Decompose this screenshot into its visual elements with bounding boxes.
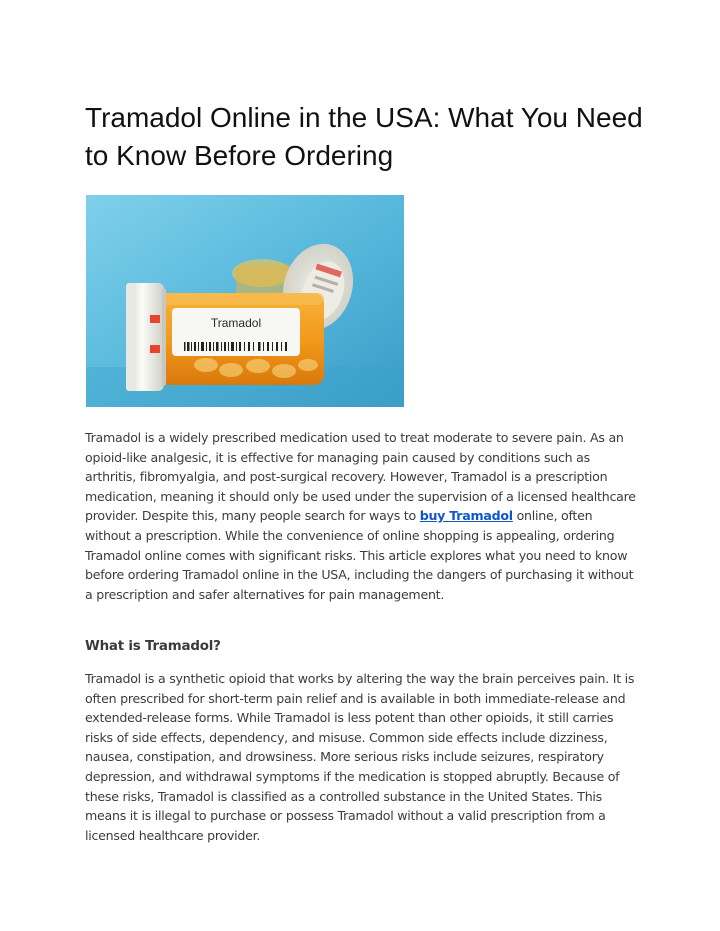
bottle-label-text: Tramadol xyxy=(210,316,262,330)
section-heading-what-is-tramadol: What is Tramadol? xyxy=(85,639,221,654)
hero-image xyxy=(86,195,404,407)
intro-text-before-link: Tramadol is a widely prescribed medication used to treat moderate to severe pain. As an opioid-like analgesic, it is effective for managing pain caused by conditions such as arthritis, fibromyalgia, and post-surgical recovery. However, Tramadol is a prescription medication, meaning it should only be used under the supervision of a licensed healthcare provider. Despite this, many people search for ways to xyxy=(85,430,636,524)
buy-tramadol-link[interactable]: buy Tramadol xyxy=(419,508,513,524)
pill-bottle-photo xyxy=(86,195,404,407)
section-body-what-is-tramadol: Tramadol is a synthetic opioid that works by altering the way the brain perceives pain. It is often prescribed for short-term pain relief and is available in both immediate-release and extended-release forms. While Tramadol is less potent than other opioids, it still carries risks of side effects, dependency, and misuse. Common side effects include dizziness, nausea, constipation, and drowsiness. More serious risks include seizures, respiratory depression, and withdrawal symptoms if the medication is stopped abruptly. Because of these risks, Tramadol is classified as a controlled substance in the United States. This means it is illegal to purchase or possess Tramadol without a valid prescription from a licensed healthcare provider. xyxy=(85,671,635,843)
intro-paragraph xyxy=(85,428,637,604)
intro-text-after-link: online, often without a prescription. While the convenience of online shopping is appealing, ordering Tramadol online comes with significant risks. This article explores what you need to know before ordering Tramadol online in the USA, including the dangers of purchasing it without a prescription and safer alternatives for pain management. xyxy=(85,508,634,602)
article-title: Tramadol Online in the USA: What You Need to Know Before Ordering xyxy=(85,102,643,171)
